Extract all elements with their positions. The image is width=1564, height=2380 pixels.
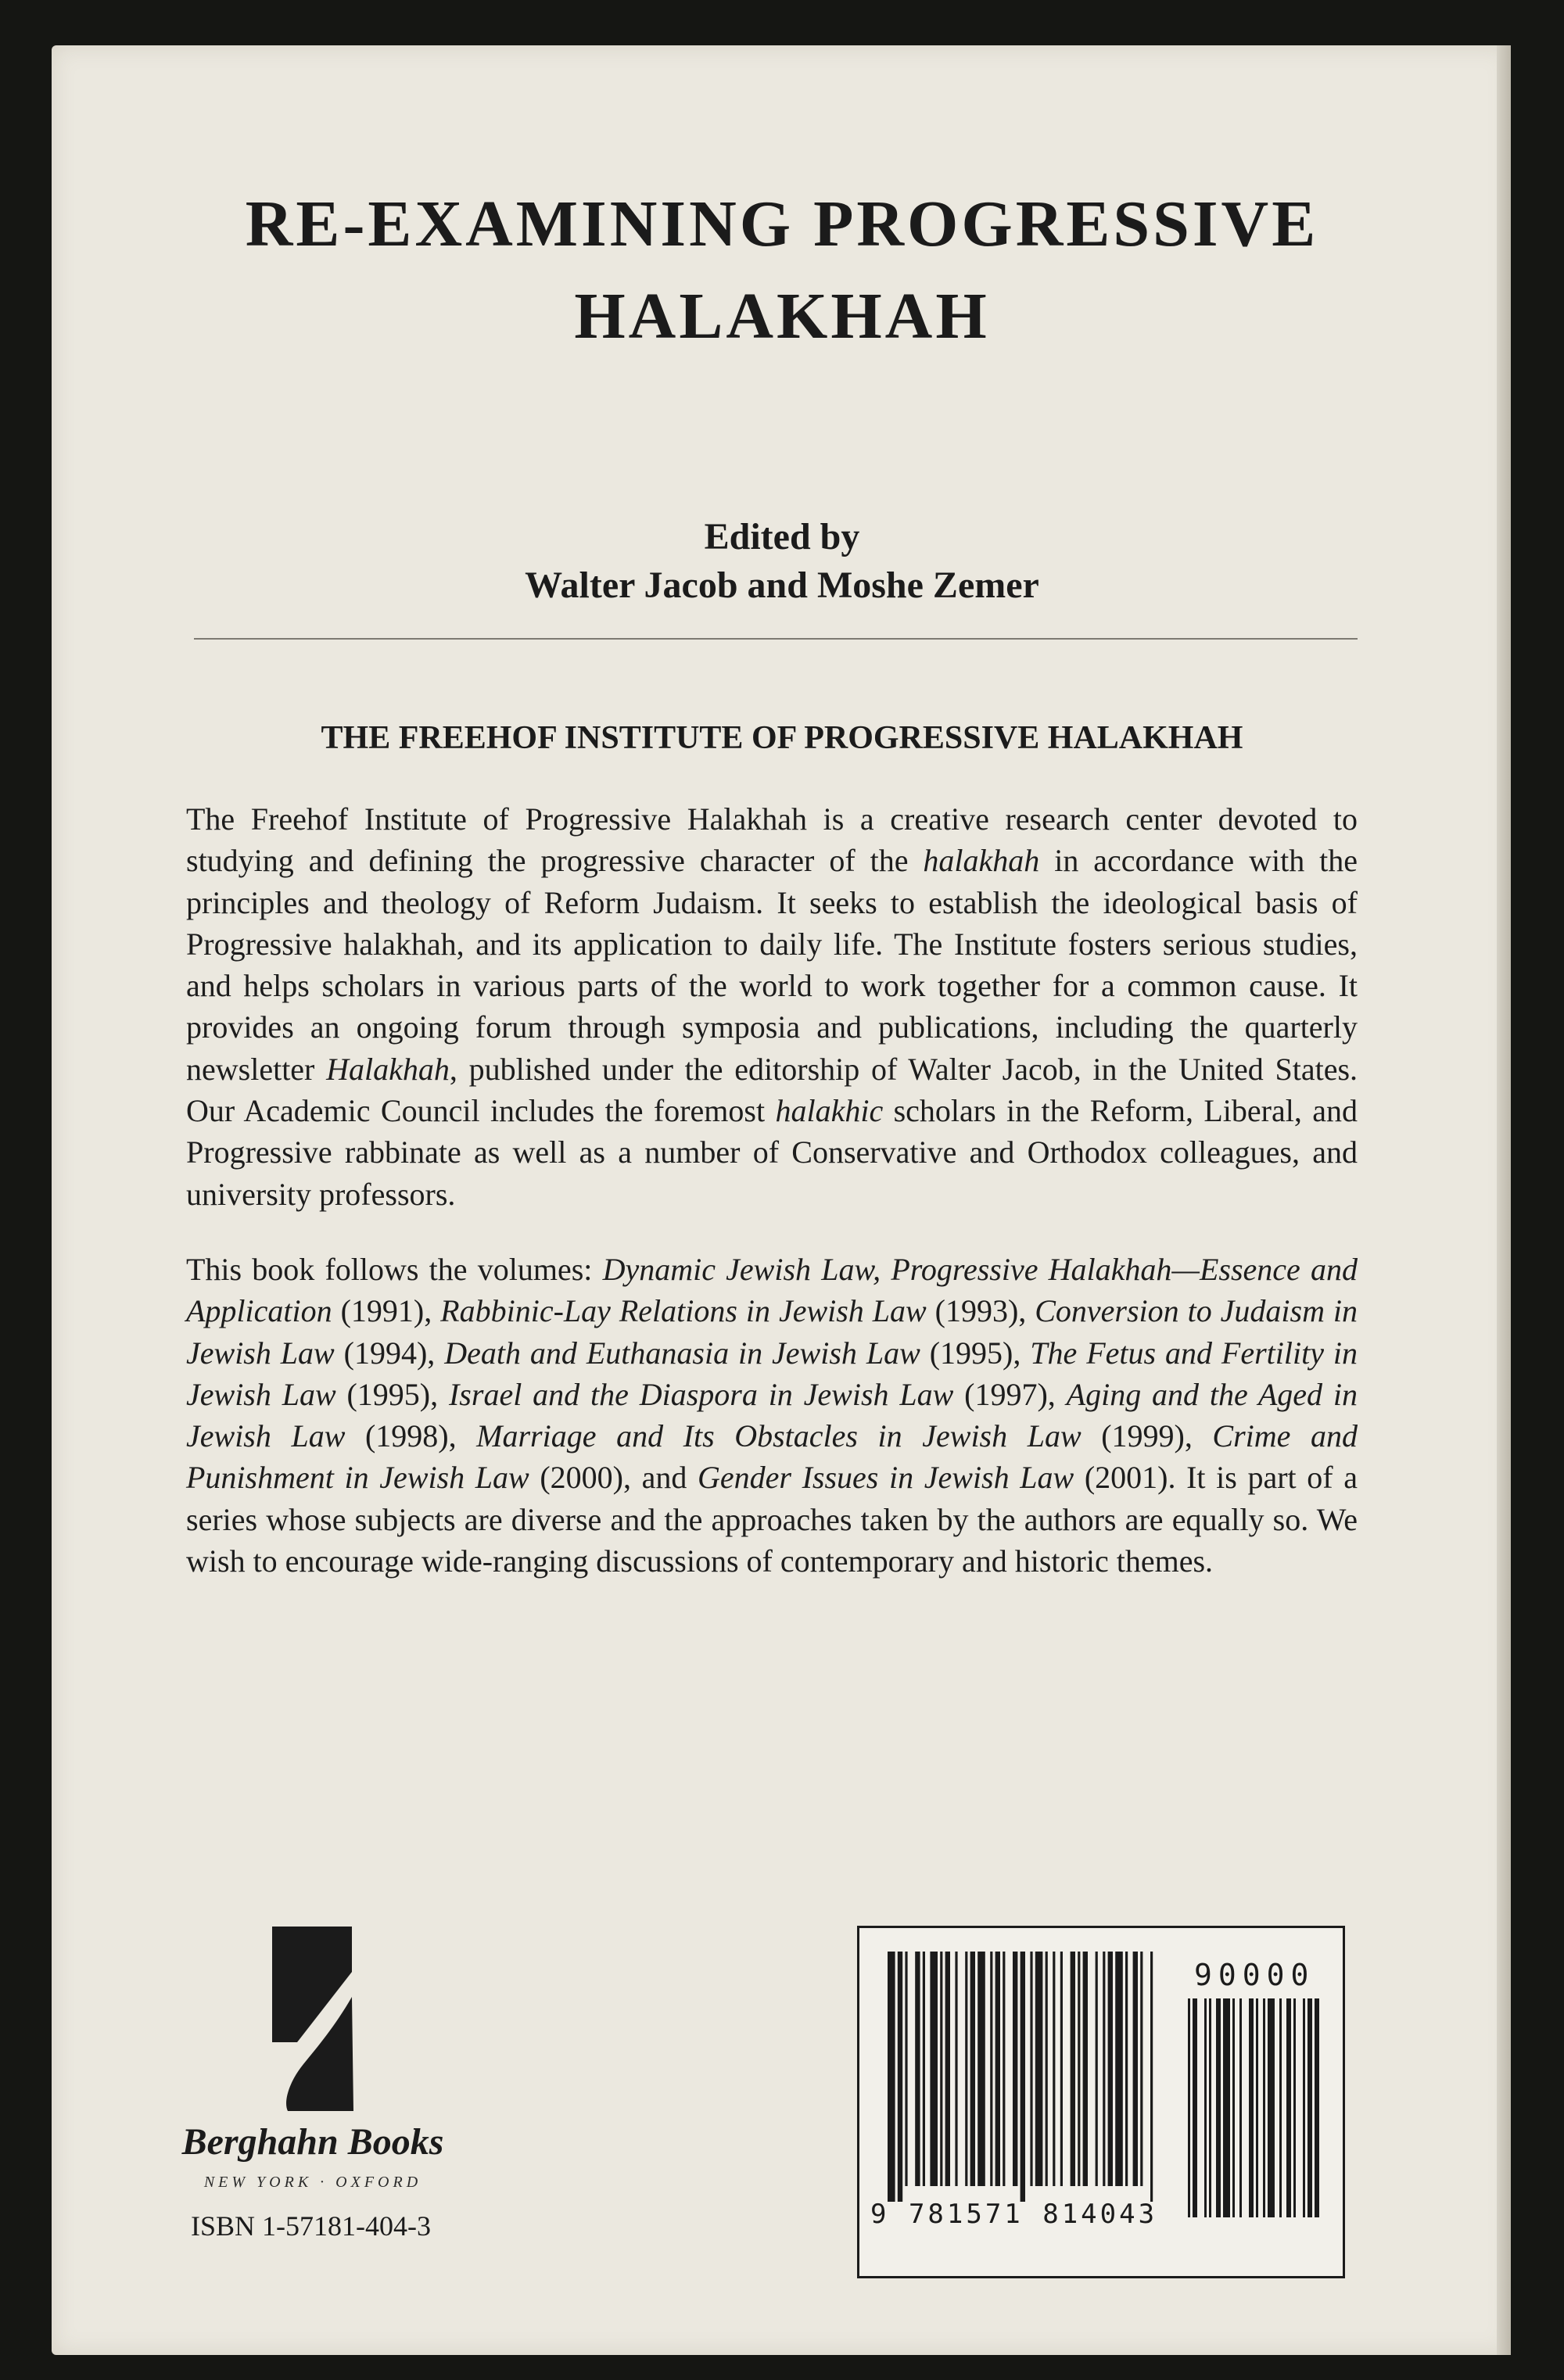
divider-rule xyxy=(194,638,1358,640)
institute-heading: THE FREEHOF INSTITUTE OF PROGRESSIVE HALAKHAH xyxy=(321,720,1243,756)
barcode-bar xyxy=(1125,1952,1128,2186)
barcode-addon-bar xyxy=(1193,1998,1197,2217)
barcode-bar xyxy=(1003,1952,1005,2186)
barcode-bar xyxy=(1083,1952,1088,2186)
series-description: This book follows the volumes: Dynamic Jewish Law, Progressive Halakhah—Essence and Application (1991), Rabbinic-Lay Relations in Jewish Law (1993), Conversion to Judaism in Jewish Law (1994), Death and Euthanasia in Jewish Law (1995), The Fetus and Fertility in Jewish Law (1995), Israel and the Diaspora in Jewish Law (1997), Aging and the Aged in Jewish Law (1998), Marriage and Its Obstacles in Jewish Law (1999), Crime and Punishment in Jewish Law (2000), and Gender Issues in Jewish Law (2001). It is part of a series whose subjects are diverse and the approaches taken by the authors are equally so. We wish to encourage wide-ranging discussions of contemporary and historic themes. xyxy=(186,1252,1358,1579)
barcode-bar xyxy=(1096,1952,1098,2186)
barcode-bar xyxy=(1013,1952,1017,2186)
barcode-addon-bar xyxy=(1204,1998,1207,2217)
barcode-bar xyxy=(965,1952,967,2186)
barcode-addon-bar xyxy=(1268,1998,1275,2217)
barcode-bar xyxy=(1108,1952,1113,2186)
barcode-addon-bar xyxy=(1209,1998,1211,2217)
editors-block xyxy=(102,513,1462,610)
barcode-addon-bar xyxy=(1188,1998,1190,2217)
barcode-addon-bar xyxy=(1249,1998,1254,2217)
barcode-bar xyxy=(905,1952,907,2186)
barcode-addon-bar xyxy=(1223,1998,1230,2217)
barcode-number: 9 781571 814043 xyxy=(870,2199,1158,2230)
barcode-bar xyxy=(1035,1952,1043,2186)
barcode-bar xyxy=(990,1952,992,2186)
berghahn-b-logo-icon xyxy=(266,1925,360,2113)
isbn-text: ISBN 1-57181-404-3 xyxy=(191,2210,431,2242)
barcode-bar xyxy=(955,1952,957,2186)
barcode-bar xyxy=(1030,1952,1032,2186)
barcode-bar xyxy=(1140,1952,1143,2186)
editors-names: Walter Jacob and Moshe Zemer xyxy=(525,565,1039,606)
barcode-bar xyxy=(915,1952,920,2186)
barcode-addon-bar xyxy=(1216,1998,1221,2217)
barcode-bar xyxy=(1021,1952,1025,2202)
barcode-box xyxy=(857,1926,1345,2278)
publisher-name: Berghahn Books xyxy=(181,2121,444,2163)
barcode-addon-bar xyxy=(1286,1998,1291,2217)
book-title: RE-EXAMINING PROGRESSIVE HALAKHAH xyxy=(245,188,1319,353)
barcode-addon-bar xyxy=(1263,1998,1265,2217)
barcode-bar xyxy=(923,1952,925,2186)
barcode-bar xyxy=(1078,1952,1080,2186)
barcode-addon-bar xyxy=(1303,1998,1305,2217)
barcode-bar xyxy=(930,1952,938,2186)
barcode-bar xyxy=(978,1952,985,2186)
barcode-bar xyxy=(1071,1952,1075,2186)
barcode-bar xyxy=(995,1952,1000,2186)
barcode-addon-bar xyxy=(1279,1998,1282,2217)
barcode-bar xyxy=(1053,1952,1055,2186)
barcode-addon-bar xyxy=(1308,1998,1312,2217)
barcode-bar xyxy=(1150,1952,1153,2202)
barcode-bar xyxy=(1115,1952,1123,2186)
barcode-bar xyxy=(1133,1952,1138,2186)
barcode-addon-bar xyxy=(1315,1998,1319,2217)
barcode-addon-bar xyxy=(1239,1998,1242,2217)
barcode-bar xyxy=(970,1952,975,2186)
barcode-addon-bar xyxy=(1293,1998,1296,2217)
barcode-bar xyxy=(940,1952,942,2186)
barcode-addon-number: 90000 xyxy=(1194,1958,1315,1992)
barcode-addon-bar xyxy=(1256,1998,1258,2217)
edited-by-label: Edited by xyxy=(704,516,860,557)
cover-edge xyxy=(1497,45,1511,2355)
barcode-bar xyxy=(1046,1952,1048,2186)
barcode-addon-bar xyxy=(1232,1998,1235,2217)
publisher-cities: NEW YORK · OXFORD xyxy=(203,2174,422,2191)
barcode-bar xyxy=(1060,1952,1063,2186)
barcode-bar xyxy=(945,1952,950,2186)
institute-description: The Freehof Institute of Progressive Halakhah is a creative research center devoted to studying and defining the progressive character of the halakhah in accordance with the principles and theology of Reform Judaism. It seeks to establish the ideological basis of Progressive halakhah, and its application to daily life. The Institute fosters serious studies, and helps scholars in various parts of the world to work together for a common cause. It provides an ongoing forum through symposia and publications, including the quarterly newsletter Halakhah, published under the editorship of Walter Jacob, in the United States. Our Academic Council includes the foremost halakhic scholars in the Reform, Liberal, and Progressive rabbinate as well as a number of Conservative and Orthodox colleagues, and university professors. xyxy=(186,801,1358,1212)
barcode-bar xyxy=(1103,1952,1105,2186)
barcode-bar xyxy=(888,1952,895,2202)
barcode-bar xyxy=(898,1952,902,2202)
